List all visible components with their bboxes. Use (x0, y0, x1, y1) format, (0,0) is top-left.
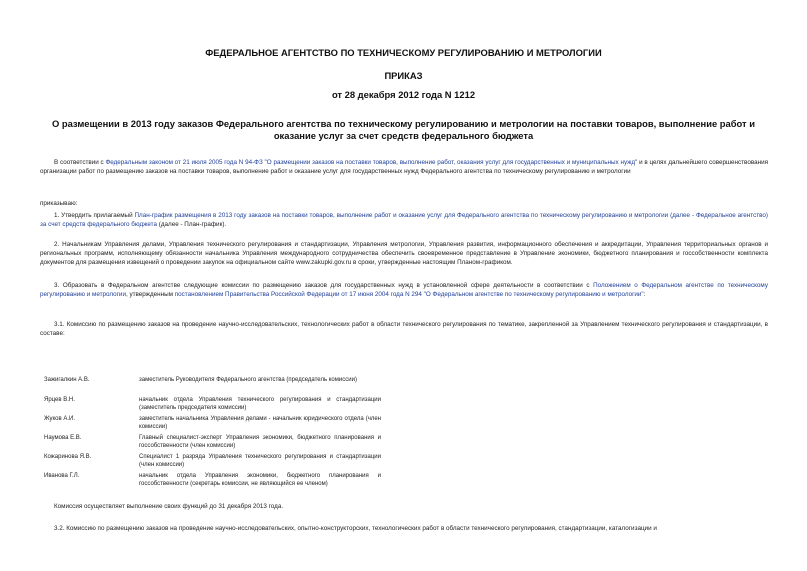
member-name: Зажигалкин А.В. (44, 377, 90, 383)
preamble-text-pre: В соответствии с (54, 159, 106, 166)
member-name: Ярцев В.Н. (44, 397, 75, 403)
term-text: Комиссия осуществляет выполнение своих функций до 31 декабря 2013 года. (54, 503, 284, 510)
paragraph-order-word: приказываю: (40, 200, 78, 207)
item3-text-mid: , утвержденным (125, 291, 175, 298)
paragraph-preamble (40, 158, 768, 176)
plan-schedule-link[interactable]: План-график размещения в 2013 году заказов на поставки товаров, выполнение работ и оказание услуг для Федерального агентства по техническому регулированию и метрологии (далее - Федеральное агентство) за счет средств федерального бюджета (40, 212, 769, 228)
paragraph-term (40, 502, 768, 511)
member-role: заместитель начальника Управления делами - начальник юридического отдела (член комиссии) (139, 416, 381, 430)
paragraph-item-3-1 (40, 320, 768, 338)
paragraph-item-3-2 (40, 524, 768, 533)
regulation-link[interactable]: Положением о Федеральном агентстве по техническому регулированию и метрологии (40, 282, 768, 298)
paragraph-item-2 (40, 240, 768, 267)
order-title: ПРИКАЗ (384, 70, 423, 81)
member-role: начальник отдела Управления экономики, бюджетного планирования и госсобственности (секретарь комиссии, не являющийся ее членом) (139, 473, 381, 487)
order-subject: О размещении в 2013 году заказов Федерального агентства по техническому регулированию и метрологии на поставки товаров, выполнение работ и оказание услуг за счет средств федерального бюджета (51, 118, 755, 141)
member-role: начальник отдела Управления технического регулирования и стандартизации (заместитель председателя комиссии) (139, 397, 381, 411)
order-date: от 28 декабря 2012 года N 1212 (331, 89, 476, 100)
member-name: Жуков А.И. (44, 416, 76, 422)
item32-text: 3.2. Комиссию по размещению заказов на проведение научно-исследовательских, опытно-конструкторских, технологических работ в области технического регулирования, стандартизации, каталогизации и (54, 525, 657, 532)
member-name: Наумова Е.В. (44, 435, 82, 441)
item3-text-pre: 3. Образовать в Федеральном агентстве следующие комиссии по размещению заказов для государственных нужд в установленной сфере деятельности в соответствии с (54, 282, 594, 289)
member-role: Главный специалист-эксперт Управления экономики, бюджетного планирования и госсобственности (член комиссии) (139, 435, 381, 449)
paragraph-item-1 (40, 211, 768, 229)
commission-members-table (44, 376, 381, 496)
member-role: Специалист 1 разряда Управления технического регулирования и стандартизации (член комиссии) (139, 454, 381, 468)
item1-text-post: (далее - План-график). (157, 221, 227, 228)
item3-text-post: : (643, 291, 646, 298)
item1-text-pre: 1. Утвердить прилагаемый (54, 212, 135, 219)
member-name: Кожаринова Я.В. (44, 454, 92, 460)
paragraph-item-3 (40, 281, 768, 299)
federal-law-link[interactable]: Федеральным законом от 21 июля 2005 года N 94-ФЗ "О размещении заказов на поставки товаров, выполнение работ, оказания услуг для государственных и муниципальных нужд" (105, 159, 638, 166)
item31-text: 3.1. Комиссию по размещению заказов на проведение научно-исследовательских, технологических работ в области технического регулирования по тематике, закрепленной за Управлением технического регулирования и стандартизации, в составе: (40, 321, 768, 337)
agency-title: ФЕДЕРАЛЬНОЕ АГЕНТСТВО ПО ТЕХНИЧЕСКОМУ РЕГУЛИРОВАНИЮ И МЕТРОЛОГИИ (205, 47, 602, 58)
preamble-text-post: и в целях дальнейшего совершенствования организации работ по размещению заказов на поставки товаров, выполнение работ и оказание услуг для государственных нужд Федерального агентства по техническому регулированию и метрологии (40, 159, 769, 175)
member-role: заместитель Руководителя Федерального агентства (председатель комиссии) (139, 377, 357, 383)
item2-text: 2. Начальникам Управления делами, Управления технического регулирования и стандартизации, Управления метрологии, Управления развития, информационного обеспечения и аккредитации, Управления территориальных органов и региональных программ, исполняющему обязанности начальника Управления международного сотрудничества обеспечить своевременное представление в Управление экономики, бюджетного планирования и госсобственности комплекта документов для размещения извещений о проведении закупок на официальном сайте www.zakupki.gov.ru в сроки, утвержденные настоящим Планом-графиком. (40, 241, 768, 266)
government-decree-link[interactable]: постановлением Правительства Российской Федерации от 17 июня 2004 года N 294 "О Федеральном агентстве по техническому регулированию и метрологии" (174, 291, 644, 298)
member-name: Иванова Г.Л. (44, 473, 80, 479)
